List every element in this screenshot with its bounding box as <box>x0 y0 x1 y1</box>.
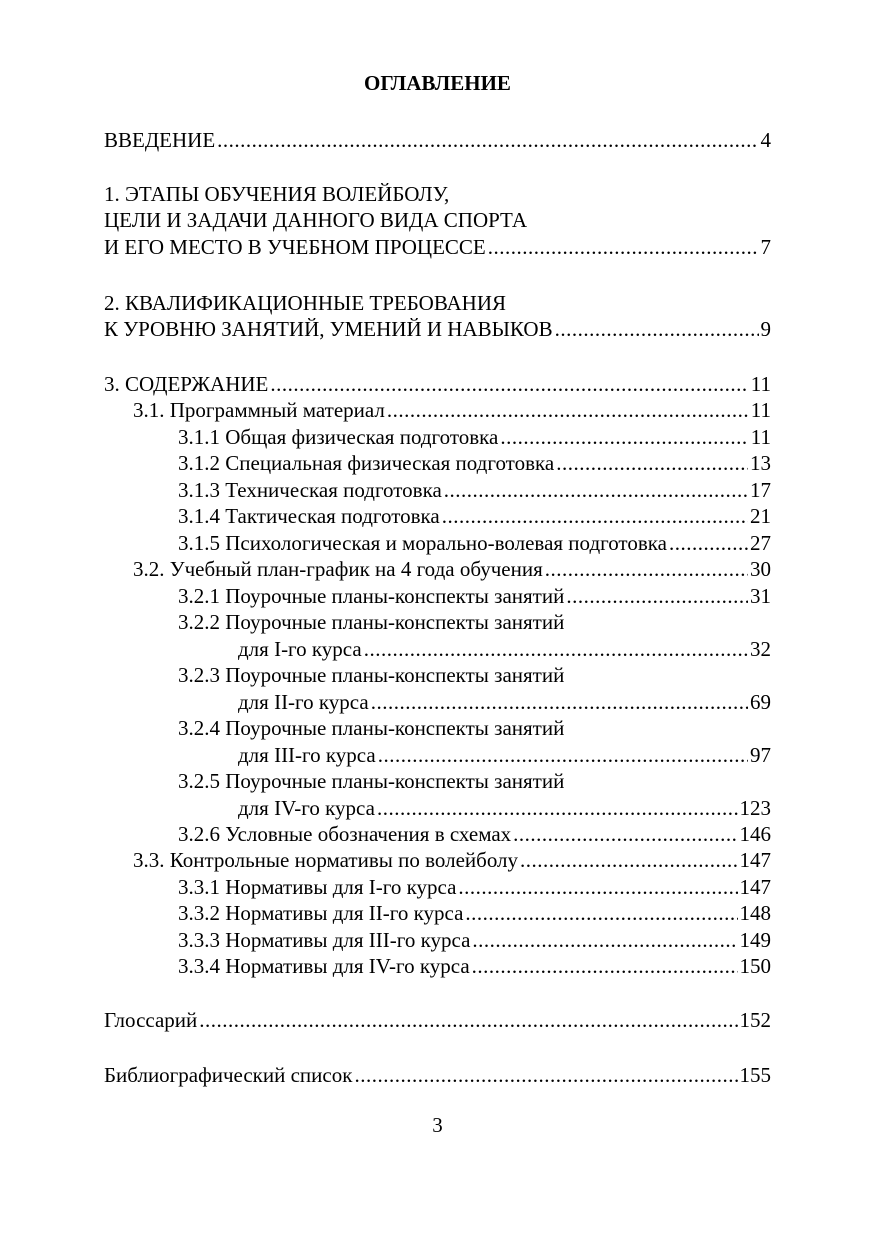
toc-entry-s3-2-4-line1: 3.2.4 Поурочные планы-конспекты занятий <box>178 716 565 740</box>
toc-entry-page: 11 <box>750 398 771 422</box>
dot-leader <box>371 689 748 715</box>
toc-entry-page: 32 <box>750 637 771 661</box>
toc-entry-label: К УРОВНЮ ЗАНЯТИЙ, УМЕНИЙ И НАВЫКОВ <box>104 317 553 341</box>
dot-leader <box>199 1007 737 1033</box>
toc-entry-s3-2-3 <box>238 689 771 715</box>
toc-entry-page: 147 <box>739 875 771 899</box>
toc-entry-label: 3.3.4 Нормативы для IV-го курса <box>178 954 470 978</box>
dot-leader <box>217 127 758 153</box>
toc-entry-s3-2-5 <box>238 795 771 821</box>
toc-entry-label: 3. СОДЕРЖАНИЕ <box>104 372 269 396</box>
toc-entry-s3-3-1 <box>178 874 771 900</box>
dot-leader <box>378 742 748 768</box>
dot-leader <box>442 503 748 529</box>
toc-entry-s3-2-2-line1: 3.2.2 Поурочные планы-конспекты занятий <box>178 610 565 634</box>
toc-entry-page: 123 <box>739 796 771 820</box>
toc-entry-page: 11 <box>750 372 771 396</box>
toc-entry-label: 3.1.4 Тактическая подготовка <box>178 504 440 528</box>
dot-leader <box>364 636 748 662</box>
dot-leader <box>444 477 748 503</box>
toc-entry-page: 4 <box>760 128 771 152</box>
toc-entry-label: 3.1. Программный материал <box>133 398 385 422</box>
toc-entry-label: для IV-го курса <box>238 796 375 820</box>
toc-entry-page: 21 <box>750 504 771 528</box>
toc-entry-label: 3.2. Учебный план-график на 4 года обучения <box>133 557 543 581</box>
toc-entry-label: 3.2.6 Условные обозначения в схемах <box>178 822 512 846</box>
toc-entry-glossary <box>104 1007 771 1033</box>
toc-entry-label: 3.3.3 Нормативы для III-го курса <box>178 928 471 952</box>
toc-entry-s3 <box>104 371 771 397</box>
toc-entry-s3-2-1 <box>178 583 771 609</box>
toc-entry-s1-line1: 1. ЭТАПЫ ОБУЧЕНИЯ ВОЛЕЙБОЛУ, <box>104 182 450 206</box>
toc-entry-page: 97 <box>750 743 771 767</box>
toc-entry-s3-1-4 <box>178 503 771 529</box>
toc-entry-page: 9 <box>760 317 771 341</box>
toc-entry-s2-line1: 2. КВАЛИФИКАЦИОННЫЕ ТРЕБОВАНИЯ <box>104 291 507 315</box>
toc-entry-bibliography <box>104 1062 771 1088</box>
toc-entry-page: 146 <box>739 822 771 846</box>
dot-leader <box>458 874 737 900</box>
dot-leader <box>472 953 738 979</box>
toc-entry-s3-2-5-line1: 3.2.5 Поурочные планы-конспекты занятий <box>178 769 565 793</box>
dot-leader <box>270 371 748 397</box>
toc-entry-page: 150 <box>739 954 771 978</box>
toc-entry-intro <box>104 127 771 153</box>
dot-leader <box>513 821 737 847</box>
toc-entry-page: 7 <box>760 235 771 259</box>
toc-entry-page: 152 <box>739 1008 771 1032</box>
toc-entry-s3-2-2 <box>238 636 771 662</box>
toc-entry-s3-3-4 <box>178 953 771 979</box>
dot-leader <box>520 847 737 873</box>
toc-entry-page: 147 <box>739 848 771 872</box>
toc-entry-page: 69 <box>750 690 771 714</box>
page-number: 3 <box>432 1113 443 1137</box>
toc-entry-label: Глоссарий <box>104 1008 198 1032</box>
toc-entry-s2 <box>104 316 771 342</box>
toc-entry-label: 3.1.1 Общая физическая подготовка <box>178 425 499 449</box>
toc-entry-label: 3.3.2 Нормативы для II-го курса <box>178 901 464 925</box>
toc-entry-s3-1-5 <box>178 530 771 556</box>
toc-entry-page: 11 <box>750 425 771 449</box>
toc-entry-label: для III-го курса <box>238 743 376 767</box>
toc-entry-label: Библиографический список <box>104 1063 353 1087</box>
dot-leader <box>545 556 748 582</box>
dot-leader <box>500 424 748 450</box>
toc-entry-label: для II-го курса <box>238 690 369 714</box>
toc-entry-page: 13 <box>750 451 771 475</box>
toc-entry-s3-1-2 <box>178 450 771 476</box>
toc-entry-page: 17 <box>750 478 771 502</box>
dot-leader <box>387 397 749 423</box>
dot-leader <box>555 316 759 342</box>
dot-leader <box>556 450 748 476</box>
toc-entry-label: И ЕГО МЕСТО В УЧЕБНОМ ПРОЦЕССЕ <box>104 235 486 259</box>
toc-entry-page: 30 <box>750 557 771 581</box>
toc-entry-label: ВВЕДЕНИЕ <box>104 128 216 152</box>
dot-leader <box>488 234 759 260</box>
toc-entry-s3-3 <box>133 847 771 873</box>
toc-entry-s3-2-6 <box>178 821 771 847</box>
toc-entry-label: 3.1.5 Психологическая и морально-волевая подготовка <box>178 531 667 555</box>
toc-entry-label: 3.2.1 Поурочные планы-конспекты занятий <box>178 584 565 608</box>
toc-entry-s3-2-4 <box>238 742 771 768</box>
toc-entry-label: 3.3. Контрольные нормативы по волейболу <box>133 848 519 872</box>
toc-entry-s3-2-3-line1: 3.2.3 Поурочные планы-конспекты занятий <box>178 663 565 687</box>
toc-entry-page: 149 <box>739 928 771 952</box>
toc-entry-s3-3-3 <box>178 927 771 953</box>
dot-leader <box>465 900 737 926</box>
toc-entry-s3-1-3 <box>178 477 771 503</box>
toc-entry-s3-1-1 <box>178 424 771 450</box>
toc-entry-label: для I-го курса <box>238 637 362 661</box>
toc-entry-s1 <box>104 234 771 260</box>
dot-leader <box>669 530 748 556</box>
toc-entry-s1-line2: ЦЕЛИ И ЗАДАЧИ ДАННОГО ВИДА СПОРТА <box>104 208 527 232</box>
toc-entry-page: 31 <box>750 584 771 608</box>
toc-entry-s3-3-2 <box>178 900 771 926</box>
toc-entry-page: 148 <box>739 901 771 925</box>
page-title: ОГЛАВЛЕНИЕ <box>364 71 511 95</box>
toc-entry-s3-1 <box>133 397 771 423</box>
dot-leader <box>354 1062 737 1088</box>
toc-entry-page: 27 <box>750 531 771 555</box>
dot-leader <box>377 795 738 821</box>
toc-entry-s3-2 <box>133 556 771 582</box>
toc-entry-label: 3.3.1 Нормативы для I-го курса <box>178 875 457 899</box>
dot-leader <box>472 927 737 953</box>
toc-entry-label: 3.1.3 Техническая подготовка <box>178 478 442 502</box>
dot-leader <box>566 583 748 609</box>
toc-entry-label: 3.1.2 Специальная физическая подготовка <box>178 451 555 475</box>
toc-entry-page: 155 <box>739 1063 771 1087</box>
